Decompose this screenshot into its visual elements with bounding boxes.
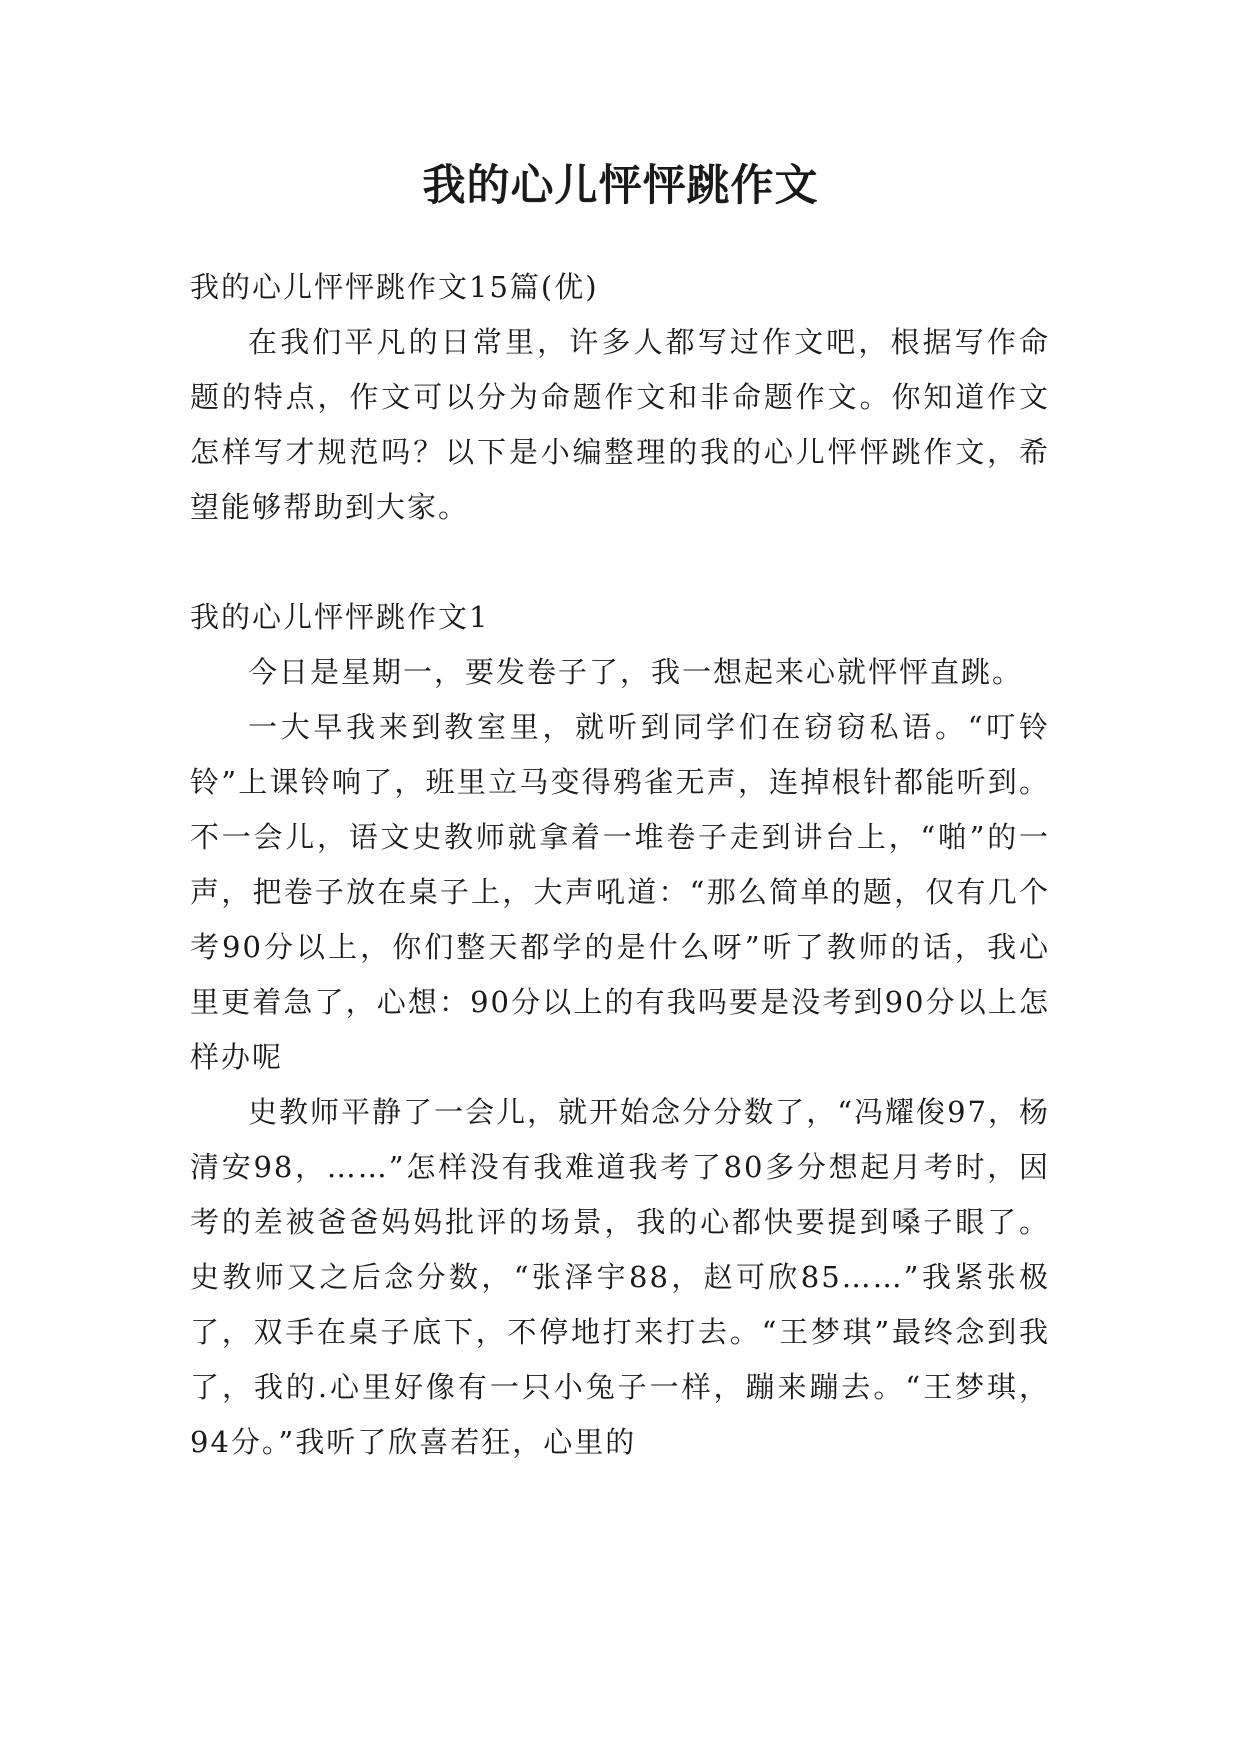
section-spacer bbox=[190, 535, 1050, 590]
document-body bbox=[190, 260, 1050, 1470]
section-1-paragraph-3: 史教师平静了一会儿，就开始念分分数了，“冯耀俊97，杨清安98，……”怎样没有我难道我考了80多分想起月考时，因考的差被爸爸妈妈批评的场景，我的心都快要提到嗓子眼了。史教师又之后念分数，“张泽宇88，赵可欣85……”我紧张极了，双手在桌子底下，不停地打来打去。“王梦琪”最终念到我了，我的.心里好像有一只小兔子一样，蹦来蹦去。“王梦琪，94分。”我听了欣喜若狂，心里的 bbox=[190, 1095, 1050, 1459]
section-1-paragraph-1: 今日是星期一，要发卷子了，我一想起来心就怦怦直跳。 bbox=[248, 655, 1024, 689]
section-1-heading: 我的心儿怦怦跳作文1 bbox=[190, 600, 490, 634]
section-1-paragraph-2: 一大早我来到教室里，就听到同学们在窃窃私语。“叮铃铃”上课铃响了，班里立马变得鸦雀无声，连掉根针都能听到。不一会儿，语文史教师就拿着一堆卷子走到讲台上，“啪”的一声，把卷子放在桌子上，大声吼道：“那么简单的题，仅有几个考90分以上，你们整天都学的是什么呀”听了教师的话，我心里更着急了，心想：90分以上的有我吗要是没考到90分以上怎样办呢 bbox=[190, 710, 1050, 1074]
document-title: 我的心儿怦怦跳作文 bbox=[422, 161, 819, 211]
intro-paragraph: 在我们平凡的日常里，许多人都写过作文吧，根据写作命题的特点，作文可以分为命题作文和非命题作文。你知道作文怎样写才规范吗？以下是小编整理的我的心儿怦怦跳作文，希望能够帮助到大家。 bbox=[190, 325, 1050, 524]
intro-heading: 我的心儿怦怦跳作文15篇(优) bbox=[190, 270, 599, 304]
